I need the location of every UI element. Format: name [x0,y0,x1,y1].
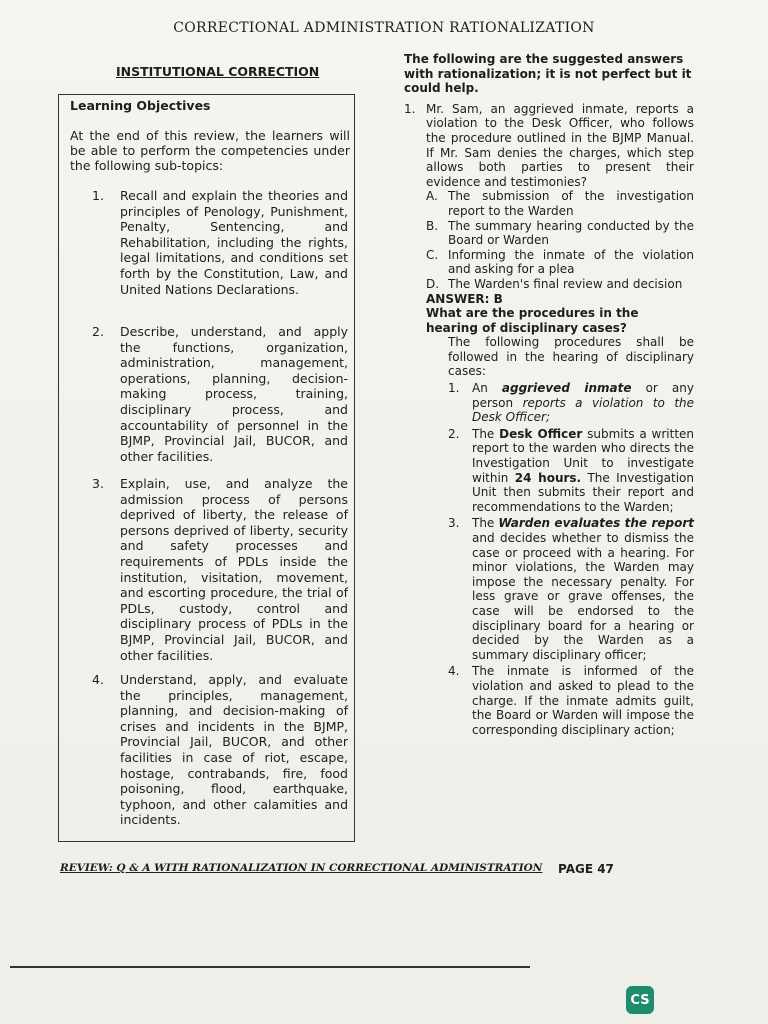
step-text-emphasis: aggrieved inmate [501,381,632,396]
step-text-part: The Investigation Unit then submits their report and recommendations to the Warden; [472,470,694,514]
objective-number: 2. [92,324,104,339]
answers-lead: The following are the suggested answers with rationalization; it is not perfect but it could help. [404,52,692,96]
step-text-part: and decides whether to dismiss the case or proceed with a hearing. For minor violations, the Warden may impose the necessary penalty. For less grave or grave offenses, the case will be endorsed to the disciplinary board for a hearing or decided by the Warden as a summary disciplinary officer; [472,531,694,662]
option-letter: C. [426,247,439,262]
learning-objectives-intro: At the end of this review, the learners will be able to perform the competencies under the following sub-topics: [70,128,350,173]
question-text: Mr. Sam, an aggrieved inmate, reports a violation to the Desk Officer, who follows the procedure outlined in the BJMP Manual. If Mr. Sam denies the charges, which step allows both parties to present their evidence and testimonies? [426,101,694,189]
answer-label: ANSWER: B [426,291,503,306]
objective-text: Understand, apply, and evaluate the principles, management, planning, and decision-making of crises and incidents in the BJMP, Provincial Jail, BUCOR, and other facilities in case of riot, escape, hostage, contrabands, fire, food poisoning, flood, earthquake, typhoon, and other calamities and incidents. [120,672,348,828]
page-number: PAGE 47 [558,862,614,876]
step-text [472,427,694,515]
step-number: 1. [448,381,460,396]
procedure-step [448,427,694,515]
option-a [426,189,694,218]
step-text-italic: reports a violation to the Desk Officer; [472,395,695,425]
step-text [472,381,694,425]
question-number: 1. [404,101,416,116]
step-text-part: The [472,516,499,531]
question-item [404,102,694,190]
page-footer: REVIEW: Q & A WITH RATIONALIZATION IN CORRECTIONAL ADMINISTRATION [60,862,543,874]
option-letter: B. [426,218,439,233]
objective-item [92,324,348,464]
learning-objectives-title: Learning Objectives [70,98,211,113]
option-c [426,248,694,277]
step-text-emphasis: Warden evaluates the report [498,516,694,531]
step-text-part: submits a written report to the warden who directs the Investigation Unit to investigate within [472,426,695,485]
option-text: Informing the inmate of the violation and asking for a plea [448,247,694,277]
procedures-intro: The following procedures shall be followed in the hearing of disciplinary cases: [448,335,694,379]
objective-number: 3. [92,476,104,491]
answers-column [404,52,694,737]
option-text: The summary hearing conducted by the Board or Warden [448,218,694,248]
option-b [426,219,694,248]
objective-text: Explain, use, and analyze the admission process of persons deprived of liberty, the release of persons deprived of liberty, security and safety processes and requirements of PDLs inside the institution, visitation, movement, and escorting procedure, the trial of PDLs, custody, control and disciplinary process of PDLs in the BJMP, Provincial Jail, BUCOR, and other facilities. [120,476,348,663]
option-d [426,277,694,292]
objective-item [92,188,348,297]
option-text: The submission of the investigation report to the Warden [448,189,694,218]
objective-item [92,476,348,663]
objective-number: 4. [92,672,104,687]
step-number: 4. [448,664,460,679]
step-text-emphasis: Desk Officer [499,426,583,441]
option-letter: A. [426,189,438,204]
camscanner-logo: CS [626,986,654,1014]
procedure-step [448,664,694,737]
step-text-part: or any person [472,381,694,410]
objective-item [92,672,348,828]
step-text: The inmate is informed of the violation and asked to plead to the charge. If the inmate admits guilt, the Board or Warden will impose the corresponding disciplinary action; [472,664,694,737]
page-header: CORRECTIONAL ADMINISTRATION RATIONALIZATION [173,20,595,36]
section-title: INSTITUTIONAL CORRECTION [116,64,320,79]
procedures-heading: What are the procedures in the hearing of disciplinary cases? [426,306,639,335]
procedure-step [448,516,694,662]
step-text [472,516,694,662]
step-text-part: An [472,381,502,396]
objective-text: Recall and explain the theories and principles of Penology, Punishment, Penalty, Sentencing, and Rehabilitation, including the rights, legal limitations, and conditions set forth by the Constitution, Law, and United Nations Declarations. [120,188,348,297]
step-text-part: The [472,426,500,441]
step-number: 3. [448,516,460,531]
bottom-divider [10,966,530,968]
procedure-step [448,381,694,425]
step-text-emphasis: 24 hours. [514,470,582,485]
option-letter: D. [426,276,440,291]
objective-text: Describe, understand, and apply the functions, organization, administration, management, operations, planning, decision-making process, training, disciplinary process, and accountability of personnel in the BJMP, Provincial Jail, BUCOR, and other facilities. [120,324,348,464]
step-number: 2. [448,426,460,441]
option-text: The Warden's final review and decision [448,276,683,291]
objective-number: 1. [92,188,104,203]
